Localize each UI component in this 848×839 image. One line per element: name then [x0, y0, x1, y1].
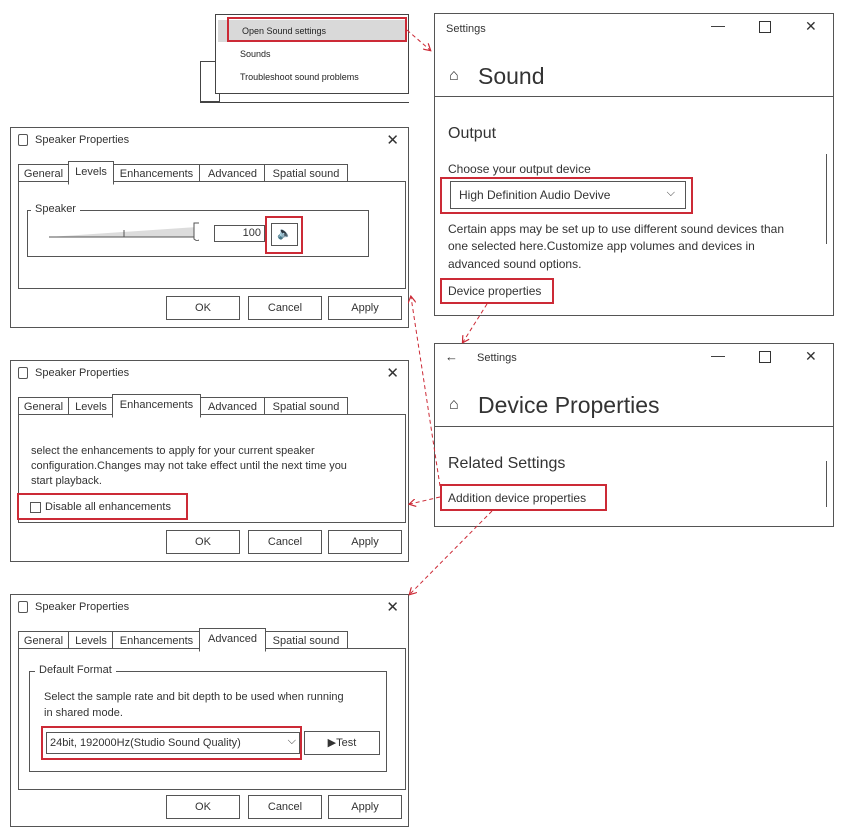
close-icon[interactable]: ✕: [386, 599, 399, 616]
close-icon[interactable]: ✕: [805, 18, 817, 34]
advanced-text-1: Select the sample rate and bit depth to be used when running: [44, 691, 344, 703]
enhancements-text-2: configuration.Changes may not take effect until the next time you: [31, 460, 347, 472]
choose-device-label: Choose your output device: [448, 162, 591, 176]
highlight-addition-device-properties: [440, 484, 607, 511]
sound-settings-window: [434, 13, 834, 316]
advanced-text-2: in shared mode.: [44, 707, 123, 719]
cancel-button[interactable]: Cancel: [248, 530, 322, 554]
slider-track: [49, 221, 199, 241]
device-properties-link[interactable]: Device properties: [448, 284, 542, 298]
ok-button[interactable]: OK: [166, 296, 240, 320]
apply-button[interactable]: Apply: [328, 530, 402, 554]
speaker-volume-icon: 🔈: [277, 226, 292, 240]
dialog-title: Speaker Properties: [35, 367, 130, 379]
speaker-properties-levels: [10, 127, 409, 328]
home-icon[interactable]: ⌂: [449, 396, 459, 413]
default-format-label: Default Format: [35, 664, 116, 676]
output-device-value: High Definition Audio Devive: [459, 188, 611, 202]
tab-advanced[interactable]: Advanced: [199, 164, 266, 183]
section-title: Related Settings: [448, 455, 566, 472]
close-icon[interactable]: ✕: [386, 132, 399, 149]
speaker-icon: [18, 134, 28, 146]
home-icon[interactable]: ⌂: [449, 67, 459, 84]
speaker-icon: [18, 601, 28, 613]
speaker-properties-advanced: [10, 594, 409, 827]
speaker-group-label: Speaker: [31, 203, 80, 215]
volume-slider[interactable]: [49, 221, 199, 241]
speaker-properties-enhancements: [10, 360, 409, 562]
play-icon: ▶: [327, 737, 337, 749]
addition-device-properties-link[interactable]: Addition device properties: [448, 491, 587, 505]
highlight-format-dropdown: [41, 726, 302, 760]
tab-general[interactable]: General: [18, 631, 69, 650]
enhancements-text-1: select the enhancements to apply for your current speaker: [31, 445, 315, 457]
tab-levels[interactable]: Levels: [68, 161, 114, 185]
window-title: Settings: [446, 23, 486, 35]
minimize-icon[interactable]: —: [711, 17, 725, 33]
close-icon[interactable]: ✕: [805, 348, 817, 364]
ok-button[interactable]: OK: [166, 795, 240, 819]
close-icon[interactable]: ✕: [386, 365, 399, 382]
volume-value: 100: [242, 227, 261, 239]
tab-advanced[interactable]: Advanced: [199, 397, 266, 416]
chevron-down-icon: ⌵: [666, 187, 675, 199]
maximize-icon[interactable]: [759, 21, 771, 33]
highlight-open-sound-settings: [227, 17, 407, 42]
header-divider: [435, 426, 833, 427]
scrollbar[interactable]: [826, 154, 827, 244]
volume-input[interactable]: [214, 225, 265, 242]
page-title: Sound: [478, 63, 545, 89]
highlight-output-device: [440, 177, 693, 214]
scrollbar[interactable]: [826, 461, 827, 507]
chevron-down-icon: ⌵: [287, 735, 296, 747]
menu-item-sounds[interactable]: Sounds: [240, 49, 271, 59]
tab-spatial-sound[interactable]: Spatial sound: [264, 397, 348, 416]
apply-button[interactable]: Apply: [328, 795, 402, 819]
disable-enhancements-label: Disable all enhancements: [45, 501, 171, 513]
speaker-icon: [18, 367, 28, 379]
highlight-mute-button: [265, 216, 303, 254]
highlight-device-properties: [440, 278, 554, 304]
tab-advanced[interactable]: Advanced: [199, 628, 266, 652]
tab-general[interactable]: General: [18, 164, 69, 183]
dialog-title: Speaker Properties: [35, 134, 130, 146]
tab-enhancements[interactable]: Enhancements: [112, 164, 201, 183]
menu-item-open-sound-settings[interactable]: Open Sound settings: [218, 20, 406, 42]
enhancements-text-3: start playback.: [31, 475, 102, 487]
description-line-2: one selected here.Customize app volumes and devices in: [448, 239, 755, 253]
menu-bottom-line: [200, 102, 409, 103]
dialog-title: Speaker Properties: [35, 601, 130, 613]
minimize-icon[interactable]: —: [711, 347, 725, 363]
description-line-3: advanced sound options.: [448, 257, 582, 271]
back-arrow-icon[interactable]: ←: [445, 349, 458, 364]
tab-enhancements[interactable]: Enhancements: [112, 631, 201, 650]
maximize-icon[interactable]: [759, 351, 771, 363]
test-button[interactable]: [304, 731, 380, 755]
arrow-menu-to-sound: [407, 30, 430, 50]
window-title: Settings: [477, 352, 517, 364]
ok-button[interactable]: OK: [166, 530, 240, 554]
tab-enhancements[interactable]: Enhancements: [112, 394, 201, 418]
tab-levels[interactable]: Levels: [68, 631, 114, 650]
page-title: Device Properties: [478, 392, 660, 418]
cancel-button[interactable]: Cancel: [248, 296, 322, 320]
apply-button[interactable]: Apply: [328, 296, 402, 320]
format-value: 24bit, 192000Hz(Studio Sound Quality): [50, 737, 241, 749]
tab-levels[interactable]: Levels: [68, 397, 114, 416]
tab-spatial-sound[interactable]: Spatial sound: [264, 164, 348, 183]
header-divider: [435, 96, 833, 97]
cancel-button[interactable]: Cancel: [248, 795, 322, 819]
tab-general[interactable]: General: [18, 397, 69, 416]
description-line-1: Certain apps may be set up to use different sound devices than: [448, 222, 784, 236]
test-label: Test: [336, 737, 357, 749]
menu-item-troubleshoot[interactable]: Troubleshoot sound problems: [240, 72, 359, 82]
highlight-disable-enhancements: [17, 493, 188, 520]
tab-spatial-sound[interactable]: Spatial sound: [264, 631, 348, 650]
section-title: Output: [448, 125, 497, 142]
